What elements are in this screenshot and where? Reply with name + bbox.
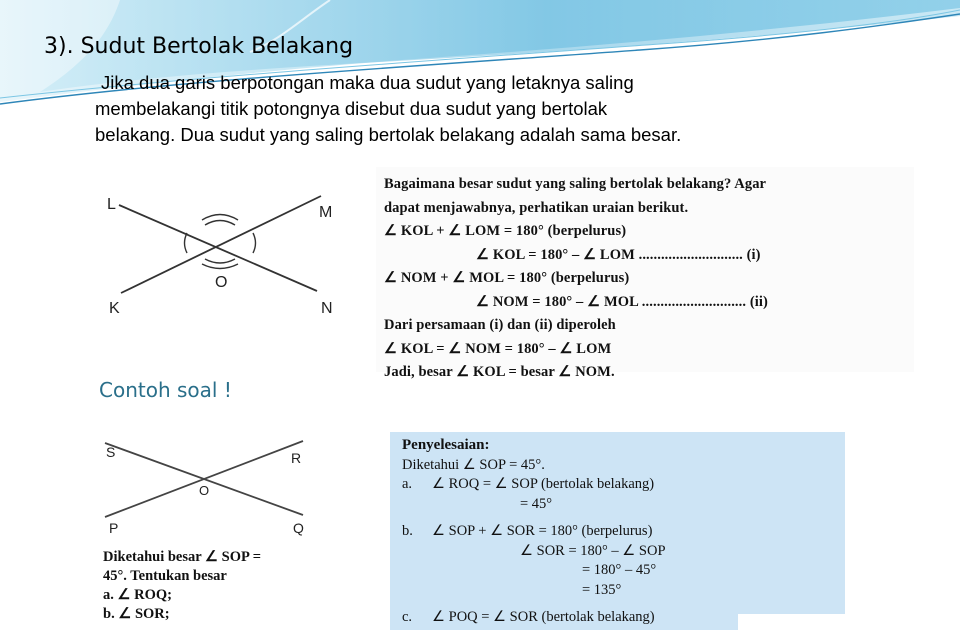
- example-lines-diagram: [103, 433, 325, 545]
- spacer: [402, 514, 833, 522]
- label-p: P: [109, 520, 119, 536]
- explanation-line: Jadi, besar ∠ KOL = besar ∠ NOM.: [384, 364, 615, 380]
- label-s: S: [106, 444, 116, 460]
- intersecting-lines-diagram: [99, 163, 353, 328]
- explanation-line: ∠ KOL = 180° – ∠ LOM ............................ (i): [476, 246, 761, 263]
- item-marker: c.: [402, 609, 413, 625]
- explanation-line: ∠ KOL + ∠ LOM = 180° (berpelurus): [384, 223, 627, 239]
- slide-title: 3). Sudut Bertolak Belakang: [44, 34, 354, 59]
- solution-line: = 135°: [582, 581, 622, 598]
- solution-line: [402, 522, 833, 542]
- question-line: b. ∠ SOR;: [103, 606, 170, 622]
- explanation-box: [376, 167, 914, 380]
- explanation-line: ∠ NOM + ∠ MOL = 180° (berpelurus): [384, 270, 630, 286]
- item-marker: a.: [402, 476, 413, 492]
- example-figure: [103, 433, 325, 545]
- solution-heading: Penyelesaian:: [402, 437, 490, 453]
- question-line: Diketahui besar ∠ SOP =: [103, 549, 261, 565]
- intro-line: belakang. Dua sudut yang saling bertolak belakang adalah sama besar.: [95, 124, 682, 145]
- explanation-line: Dari persamaan (i) dan (ii) diperoleh: [384, 317, 616, 333]
- question-line: a. ∠ ROQ;: [103, 587, 172, 603]
- solution-box: [390, 432, 845, 630]
- label-o-example: O: [199, 483, 210, 498]
- solution-line: [402, 475, 833, 495]
- label-l: L: [107, 196, 116, 213]
- label-k: K: [109, 300, 120, 317]
- explanation-line: ∠ NOM = 180° – ∠ MOL ............................ (ii): [476, 293, 768, 310]
- label-r: R: [291, 450, 302, 466]
- example-question: [103, 548, 338, 630]
- item-marker: b.: [402, 523, 413, 539]
- solution-line: = 180° – 45°: [582, 562, 657, 578]
- explanation-line: Bagaimana besar sudut yang saling bertolak belakang? Agar: [384, 176, 767, 192]
- question-line: 45°. Tentukan besar: [103, 568, 227, 584]
- solution-text: ∠ SOP + ∠ SOR = 180° (berpelurus): [432, 523, 653, 539]
- solution-text: ∠ POQ = ∠ SOR (bertolak belakang): [432, 609, 655, 625]
- intro-line: Jika dua garis berpotongan maka dua sudut yang letaknya saling: [101, 72, 634, 93]
- label-o: O: [215, 274, 228, 291]
- example-heading: Contoh soal !: [99, 378, 232, 402]
- explanation-line: dapat menjawabnya, perhatikan uraian berikut.: [384, 199, 689, 216]
- white-corner-patch: [738, 614, 846, 630]
- solution-line: Diketahui ∠ SOP = 45°.: [402, 456, 545, 473]
- label-q: Q: [293, 520, 304, 536]
- explanation-line: ∠ KOL = ∠ NOM = 180° – ∠ LOM: [384, 340, 612, 357]
- solution-text: ∠ ROQ = ∠ SOP (bertolak belakang): [432, 476, 655, 492]
- intro-line: membelakangi titik potongnya disebut dua sudut yang bertolak: [95, 98, 608, 119]
- vertical-angles-figure: [99, 163, 353, 328]
- label-m: M: [319, 204, 333, 221]
- label-n: N: [321, 300, 333, 317]
- solution-line: = 45°: [520, 495, 553, 512]
- solution-line: ∠ SOR = 180° – ∠ SOP: [520, 542, 666, 559]
- intro-paragraph: [95, 70, 895, 148]
- spacer: [402, 600, 833, 608]
